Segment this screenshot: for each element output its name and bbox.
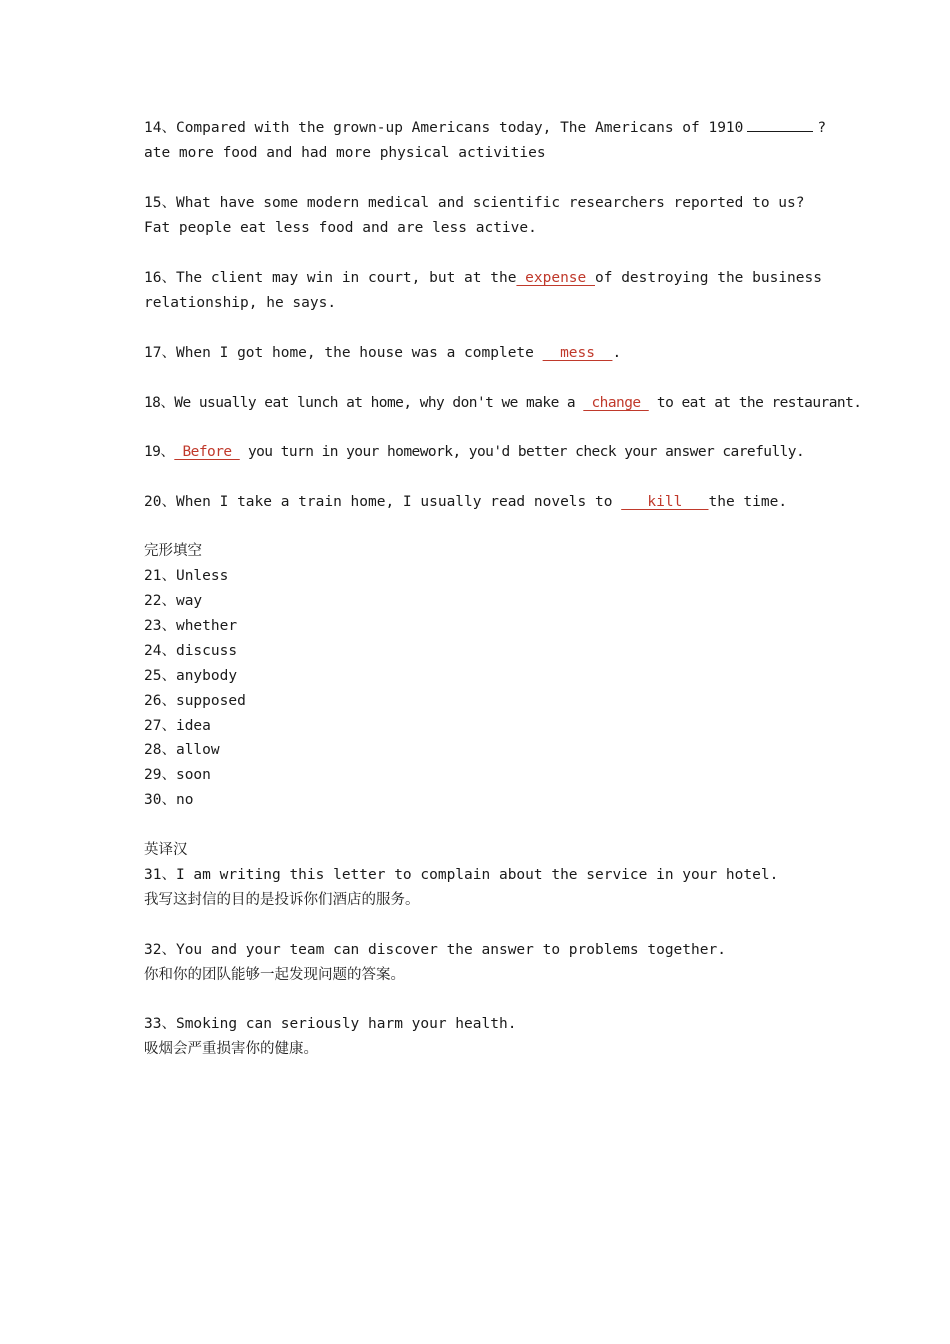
q19-answer: Before xyxy=(174,444,240,460)
q19-number: 19、 xyxy=(144,444,175,460)
translation-english: 31、I am writing this letter to complain about the service in your hotel. xyxy=(144,867,779,883)
q20-text-after: the time. xyxy=(708,494,788,510)
translation-heading: 英译汉 xyxy=(144,842,188,858)
q14-blank xyxy=(747,119,813,132)
q16-text: 16、The client may win in court, but at the xyxy=(144,270,517,286)
q15-answer: Fat people eat less food and are less active. xyxy=(144,220,537,236)
q16-answer: expense xyxy=(516,270,595,286)
cloze-item: 23、whether xyxy=(144,618,238,634)
cloze-item: 27、idea xyxy=(144,718,211,734)
translation-chinese: 吸烟会严重损害你的健康。 xyxy=(144,1041,318,1057)
q15-question: 15、What have some modern medical and scientific researchers reported to us? xyxy=(144,195,805,211)
q16-text-after: of destroying the business xyxy=(595,270,822,286)
translation-english: 32、You and your team can discover the answer to problems together. xyxy=(144,942,726,958)
q18-answer: change xyxy=(583,395,649,411)
cloze-item: 29、soon xyxy=(144,767,211,783)
q19-question xyxy=(144,442,804,462)
q17-end: . xyxy=(612,345,622,361)
q19-text: you turn in your homework, you'd better check your answer carefully. xyxy=(239,444,805,460)
q17-answer: mess xyxy=(542,345,613,361)
translation-chinese: 你和你的团队能够一起发现问题的答案。 xyxy=(144,967,405,983)
cloze-item: 30、no xyxy=(144,792,194,808)
q20-question xyxy=(144,492,787,512)
cloze-heading: 完形填空 xyxy=(144,543,202,559)
q20-answer: kill xyxy=(621,494,709,510)
q16-continuation: relationship, he says. xyxy=(144,295,337,311)
translation-english: 33、Smoking can seriously harm your health. xyxy=(144,1016,517,1032)
q14-text: 14、Compared with the grown-up Americans today, The Americans of 1910 xyxy=(144,120,744,136)
cloze-item: 28、allow xyxy=(144,742,220,758)
q17-text: 17、When I got home, the house was a complete xyxy=(144,345,543,361)
q20-text: 20、When I take a train home, I usually read novels to xyxy=(144,494,622,510)
translation-chinese: 我写这封信的目的是投诉你们酒店的服务。 xyxy=(144,892,420,908)
cloze-item: 22、way xyxy=(144,593,203,609)
cloze-item: 26、supposed xyxy=(144,693,246,709)
q14-end: ? xyxy=(817,120,827,136)
q16-question xyxy=(144,268,822,288)
cloze-item: 24、discuss xyxy=(144,643,238,659)
q18-text-after: to eat at the restaurant. xyxy=(648,395,862,411)
q17-question xyxy=(144,343,621,363)
q18-question xyxy=(144,393,861,413)
cloze-item: 25、anybody xyxy=(144,668,238,684)
q14-answer: ate more food and had more physical activities xyxy=(144,145,546,161)
q18-text: 18、We usually eat lunch at home, why don't we make a xyxy=(144,395,584,411)
cloze-item: 21、Unless xyxy=(144,568,229,584)
q14-question xyxy=(144,118,826,138)
